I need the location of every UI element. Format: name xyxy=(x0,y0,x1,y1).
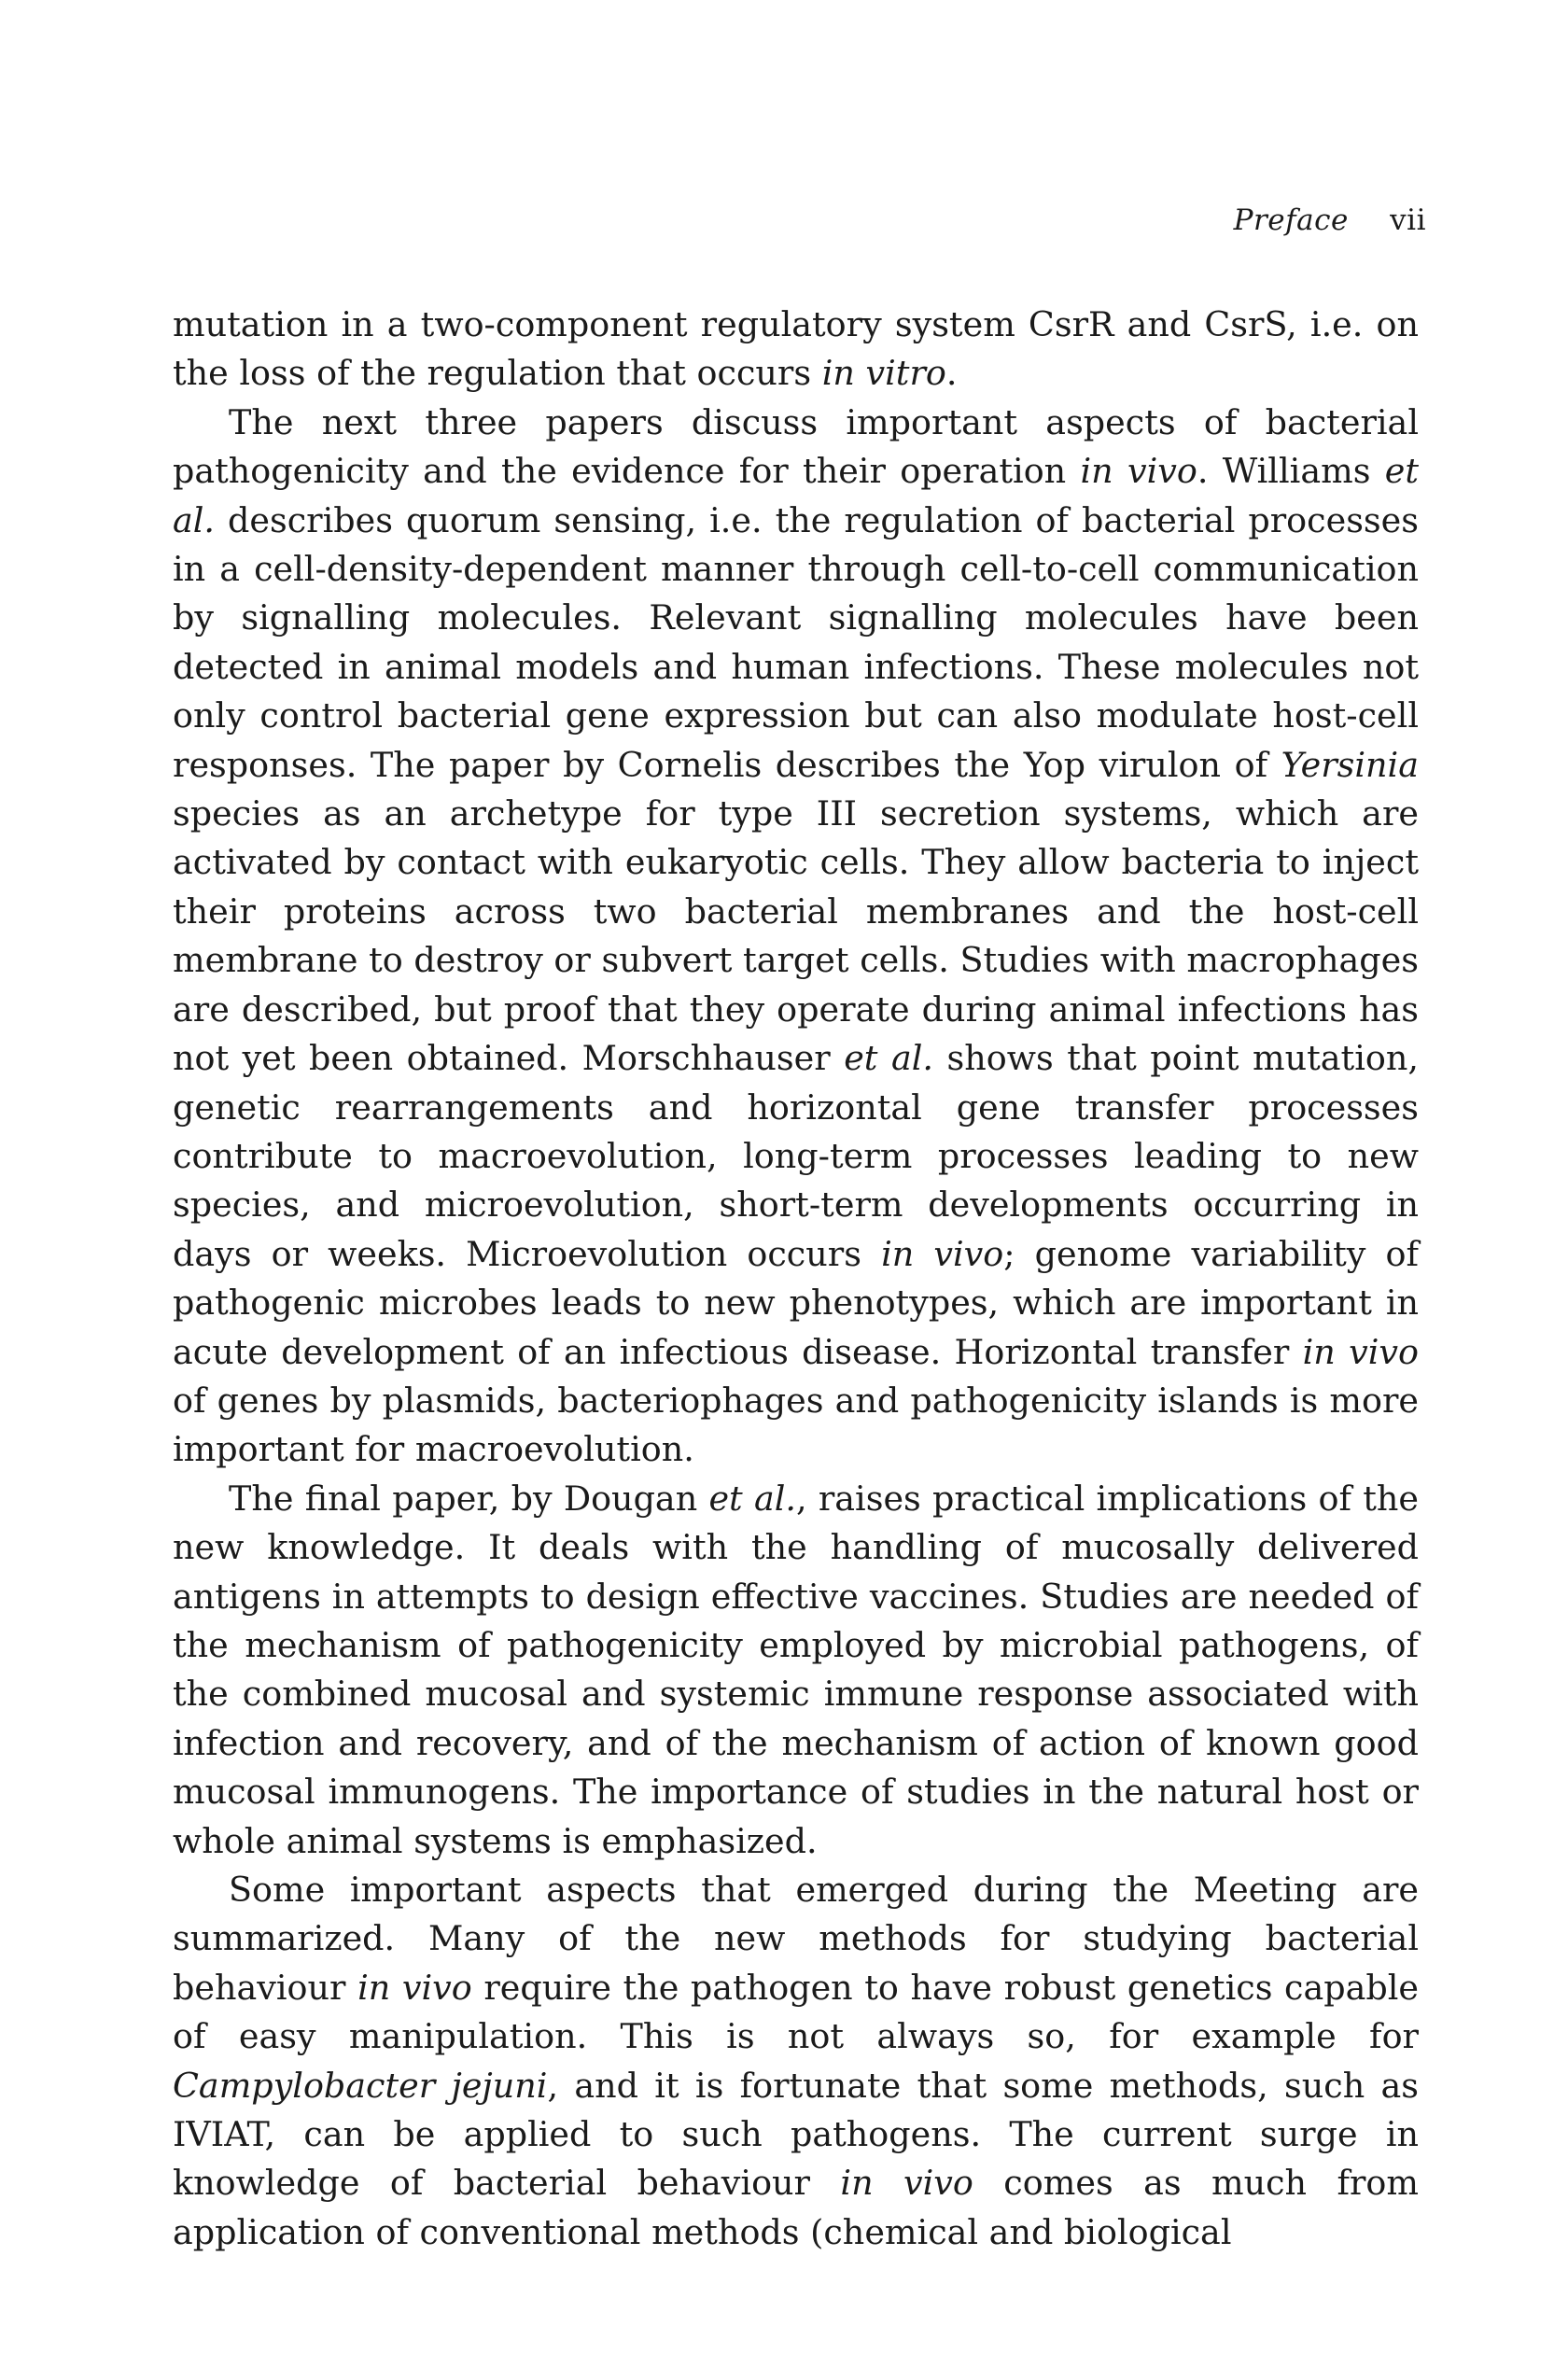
italic-term: in vitro xyxy=(821,353,946,394)
text-run: The final paper, by Dougan xyxy=(229,1478,709,1519)
paragraph-3 xyxy=(173,1475,1419,1866)
body-text xyxy=(173,301,1419,2257)
text-run: , and it is fortunate that some methods, such as IVIAT, can be applied to such pathogens. The current surge in knowledge of bacterial behaviour xyxy=(173,2065,1419,2204)
text-run: describes quorum sensing, i.e. the regulation of bacterial processes in a cell-density-dependent manner through cell-to-cell communication by signalling molecules. Relevant signalling molecules have been detected in animal models and human infections. These molecules not only control bacterial gene expression but can also modulate host-cell responses. The paper by Cornelis describes the Yop virulon of xyxy=(173,499,1419,785)
text-run: of genes by plasmids, bacteriophages and pathogenicity islands is more important for macroevolution. xyxy=(173,1380,1419,1470)
text-run: species as an archetype for type III secretion systems, which are activated by contact with eukaryotic cells. They allow bacteria to inject their proteins across two bacterial membranes and the host-cell membrane to destroy or subvert target cells. Studies with macrophages are described, but proof that they operate during animal infections has not yet been obtained. Morschhauser xyxy=(173,793,1419,1079)
text-run: require the pathogen to have robust genetics capable of easy manipulation. This is not always so, for example for xyxy=(173,1967,1420,2057)
text-run: . Williams xyxy=(1197,451,1385,492)
italic-term: in vivo xyxy=(357,1967,472,2008)
page-number: vii xyxy=(1390,203,1426,237)
italic-term: in vivo xyxy=(1080,451,1197,492)
running-header-title: Preface xyxy=(1233,203,1349,237)
italic-term: in vivo xyxy=(1302,1331,1419,1372)
italic-term: in vivo xyxy=(881,1233,1004,1274)
paragraph-1 xyxy=(173,301,1419,399)
text-run: shows that point mutation, genetic rearrangements and horizontal gene transfer processes contribute to macroevolution, long-term processes leading to new species, and microevolution, short-term developments occurring in days or weeks. Microevolution occurs xyxy=(173,1038,1419,1274)
text-run: ; genome variability of pathogenic microbes leads to new phenotypes, which are important in acute development of an infectious disease. Horizontal transfer xyxy=(173,1233,1420,1372)
text-run: Some important aspects that emerged during the Meeting are summarized. Many of the new methods for studying bacterial behaviour xyxy=(173,1870,1419,2008)
italic-term: et al. xyxy=(173,451,1419,540)
paragraph-4 xyxy=(173,1866,1419,2257)
italic-term: et al. xyxy=(844,1038,933,1079)
italic-term: in vivo xyxy=(840,2163,973,2204)
text-run: The next three papers discuss important aspects of bacterial pathogenicity and the evidence for their operation xyxy=(173,401,1419,492)
italic-term: et al. xyxy=(708,1478,796,1519)
italic-term: Campylobacter jejuni xyxy=(173,2065,548,2106)
text-run: , raises practical implications of the new knowledge. It deals with the handling of mucosally delivered antigens in attempts to design effective vaccines. Studies are needed of the mechanism of pathogenicity employed by microbial pathogens, of the combined mucosal and systemic immune response associated with infection and recovery, and of the mechanism of action of known good mucosal immunogens. The importance of studies in the natural host or whole animal systems is emphasized. xyxy=(173,1478,1419,1861)
italic-term: Yersinia xyxy=(1281,744,1419,785)
paragraph-2 xyxy=(173,399,1419,1475)
running-header xyxy=(1234,202,1426,239)
text-run: mutation in a two-component regulatory system CsrR and CsrS, i.e. on the loss of the regulation that occurs xyxy=(173,304,1419,394)
text-run: . xyxy=(945,353,958,394)
text-run: comes as much from application of conventional methods (chemical and biological xyxy=(173,2163,1419,2252)
